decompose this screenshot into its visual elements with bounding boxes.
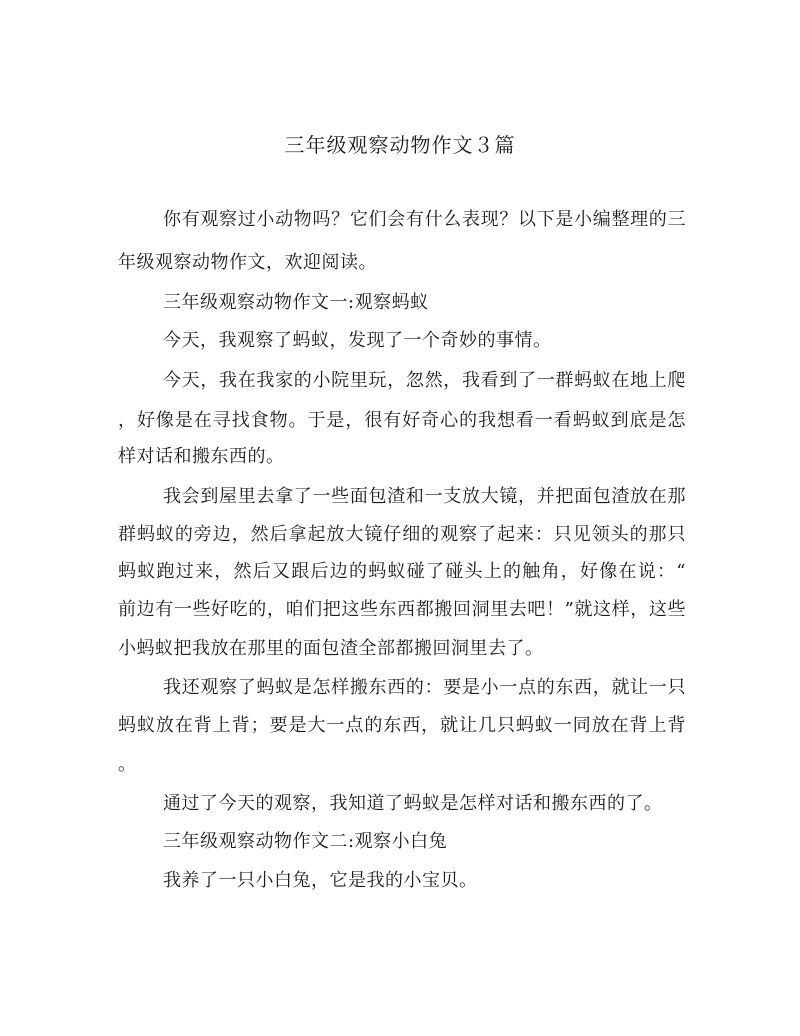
text-line: 前边有一些好吃的，咱们把这些东西都搬回洞里去吧！”就这样，这些: [118, 599, 686, 620]
text-line: 我养了一只小白兔，它是我的小宝贝。: [163, 870, 478, 891]
text-line: 小蚂蚁把我放在那里的面包渣全部都搬回洞里去了。: [118, 638, 544, 659]
text-line: 你有观察过小动物吗？它们会有什么表现？以下是小编整理的三: [163, 209, 686, 230]
text-line: 今天，我观察了蚂蚁，发现了一个奇妙的事情。: [163, 330, 552, 351]
text-line: 蚂蚁放在背上背；要是大一点的东西，就让几只蚂蚁一同放在背上背: [118, 715, 686, 736]
section-heading: 三年级观察动物作文二:观察小白兔: [163, 831, 448, 852]
text-line: 今天，我在我家的小院里玩，忽然，我看到了一群蚂蚁在地上爬: [163, 370, 686, 391]
document-title: 三年级观察动物作文３篇: [284, 133, 516, 157]
text-line: 我还观察了蚂蚁是怎样搬东西的：要是小一点的东西，就让一只: [163, 677, 686, 698]
text-line: 通过了今天的观察，我知道了蚂蚁是怎样对话和搬东西的了。: [163, 793, 663, 814]
text-line: 样对话和搬东西的。: [118, 446, 285, 467]
text-line: 我会到屋里去拿了一些面包渣和一支放大镜，并把面包渣放在那: [163, 486, 686, 507]
text-line: 。: [118, 754, 137, 775]
text-line: 年级观察动物作文，欢迎阅读。: [118, 252, 377, 273]
section-heading: 三年级观察动物作文一:观察蚂蚁: [163, 292, 429, 313]
text-line: 群蚂蚁的旁边，然后拿起放大镜仔细的观察了起来：只见领头的那只: [118, 524, 686, 545]
text-line: 蚂蚁跑过来，然后又跟后边的蚂蚁碰了碰头上的触角，好像在说：“: [118, 561, 686, 582]
text-line: ，好像是在寻找食物。于是，很有好奇心的我想看一看蚂蚁到底是怎: [118, 410, 686, 431]
